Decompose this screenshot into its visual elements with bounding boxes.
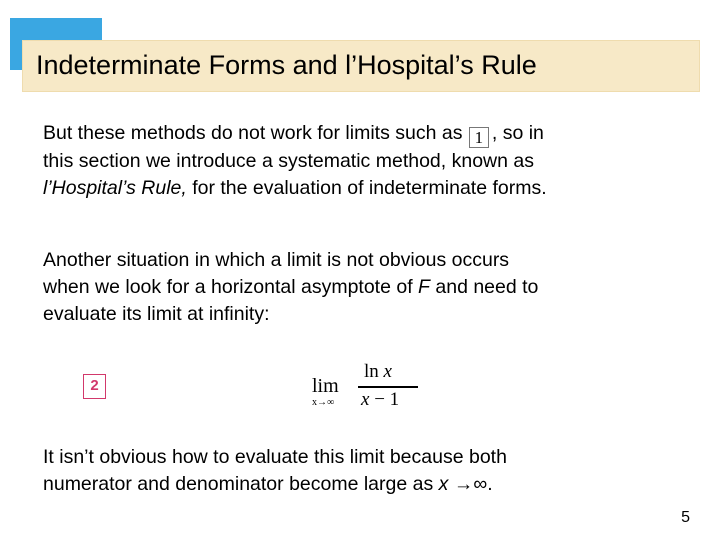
paragraph-asymptote-line-2-end: and need to [429,276,539,298]
equation-reference-box: 1 [469,127,489,148]
limit-operator: lim [312,375,339,397]
fraction-numerator [364,362,392,382]
numerator-function: ln [364,361,384,382]
paragraph-intro-line-2: this section we introduce a systematic method, known as [43,150,534,172]
denominator-rest: − 1 [369,389,400,410]
paragraph-asymptote-line-2-start: when we look for a horizontal asymptote of [43,276,419,298]
function-variable-f: F [418,276,430,298]
paragraph-asymptote-line-1: Another situation in which a limit is not obvious occurs [43,249,510,271]
paragraph-explanation-line-2-start: numerator and denominator become large as [43,473,439,495]
paragraph-explanation-line-1: It isn’t obvious how to evaluate this limit because both [43,446,507,468]
numerator-variable: x [383,361,392,382]
limit-equation [312,362,422,412]
paragraph-intro-line-3 [43,175,683,202]
paragraph-asymptote [43,247,683,328]
variable-x: x [438,473,449,495]
paragraph-intro [43,120,683,202]
sentence-period: . [487,473,493,495]
paragraph-intro-text: But these methods do not work for limits such as [43,122,463,144]
paragraph-asymptote-line-3: evaluate its limit at infinity: [43,303,270,325]
denominator-variable: x [361,389,370,410]
rule-name-italic: l’Hospital’s Rule, [43,177,187,199]
limit-subscript: x→∞ [312,397,335,408]
slide-title: Indeterminate Forms and l’Hospital’s Rule [36,50,537,80]
paragraph-explanation-line-2 [43,471,683,498]
paragraph-intro-line-1 [43,120,683,148]
equation-number-tag: 2 [83,374,106,399]
arrow-to-infinity: →∞ [448,473,488,495]
page-number: 5 [681,509,690,526]
paragraph-intro-line-3-rest: for the evaluation of indeterminate forms. [186,177,547,199]
fraction-bar [358,386,418,388]
fraction-denominator [361,390,399,410]
paragraph-explanation [43,444,683,498]
paragraph-intro-text-after-ref: , so in [491,122,544,144]
paragraph-asymptote-line-2 [43,274,683,301]
